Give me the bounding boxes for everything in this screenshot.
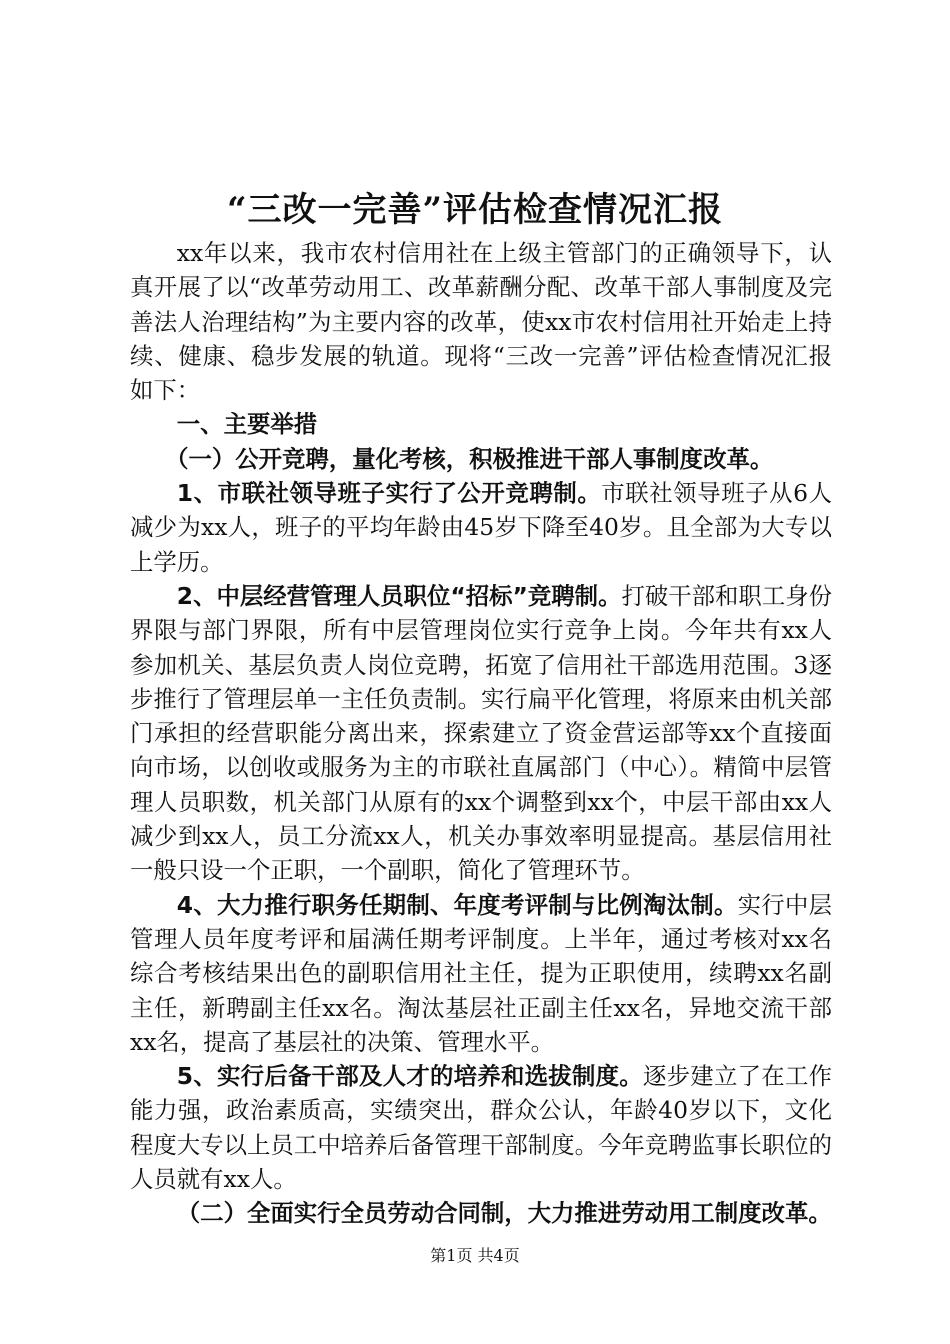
item-1-title: 1、市联社领导班子实行了公开竞聘制。 [176, 479, 602, 508]
paragraph-item-4 [130, 888, 832, 1059]
subsection-heading-2: （二）全面实行全员劳动合同制，大力推进劳动用工制度改革。 [176, 1199, 832, 1228]
paragraph-item-1 [130, 476, 832, 579]
intro-paragraph: xx年以来，我市农村信用社在上级主管部门的正确领导下，认真开展了以“改革劳动用工、改革薪酬分配、改革干部人事制度及完善法人治理结构”为主要内容的改革，使xx市农村信用社开始走上持续、健康、稳步发展的轨道。现将“三改一完善”评估检查情况汇报如下： [130, 239, 832, 405]
item-5-title: 5、实行后备干部及人才的培养和选拔制度。 [176, 1062, 643, 1091]
item-2-body: 打破干部和职工身份界限与部门界限，所有中层管理岗位实行竞争上岗。今年共有xx人参加机关、基层负责人岗位竞聘，拓宽了信用社干部选用范围。3逐步推行了管理层单一主任负责制。实行扁平化管理，将原来由机关部门承担的经营职能分离出来，探索建立了资金营运部等xx个直接面向市场，以创收或服务为主的市联社直属部门（中心）。精简中层管理人员职数，机关部门从原有的xx个调整到xx个，中层干部由xx人减少到xx人，员工分流xx人，机关办事效率明显提高。基层信用社一般只设一个正职，一个副职，简化了管理环节。 [130, 581, 832, 885]
item-1-body: 市联社领导班子从6人减少为xx人，班子的平均年龄由45岁下降至40岁。且全部为大专以上学历。 [130, 479, 832, 576]
page-footer: 第1页 共4页 [430, 1246, 520, 1265]
item-5-body: 逐步建立了在工作能力强，政治素质高，实绩突出，群众公认，年龄40岁以下，文化程度大专以上员工中培养后备管理干部制度。今年竞聘监事长职位的人员就有xx人。 [130, 1062, 833, 1194]
item-4-title: 4、大力推行职务任期制、年度考评制与比例淘汰制。 [176, 890, 738, 919]
document-title: “三改一完善”评估检查情况汇报 [226, 190, 724, 230]
paragraph-item-5 [130, 1059, 832, 1196]
item-4-body: 实行中层管理人员年度考评和届满任期考评制度。上半年，通过考核对xx名综合考核结果出色的副职信用社主任，提为正职使用，续聘xx名副主任，新聘副主任xx名。淘汰基层社正副主任xx名，异地交流干部xx名，提高了基层社的决策、管理水平。 [130, 890, 833, 1056]
subsection-heading-1: （一）公开竞聘，量化考核，积极推进干部人事制度改革。 [165, 444, 774, 473]
paragraph-item-2 [130, 579, 832, 888]
item-2-title: 2、中层经营管理人员职位“招标”竞聘制。 [176, 581, 622, 610]
section-heading-main-measures: 一、主要举措 [176, 410, 318, 439]
document-body [130, 236, 832, 1231]
